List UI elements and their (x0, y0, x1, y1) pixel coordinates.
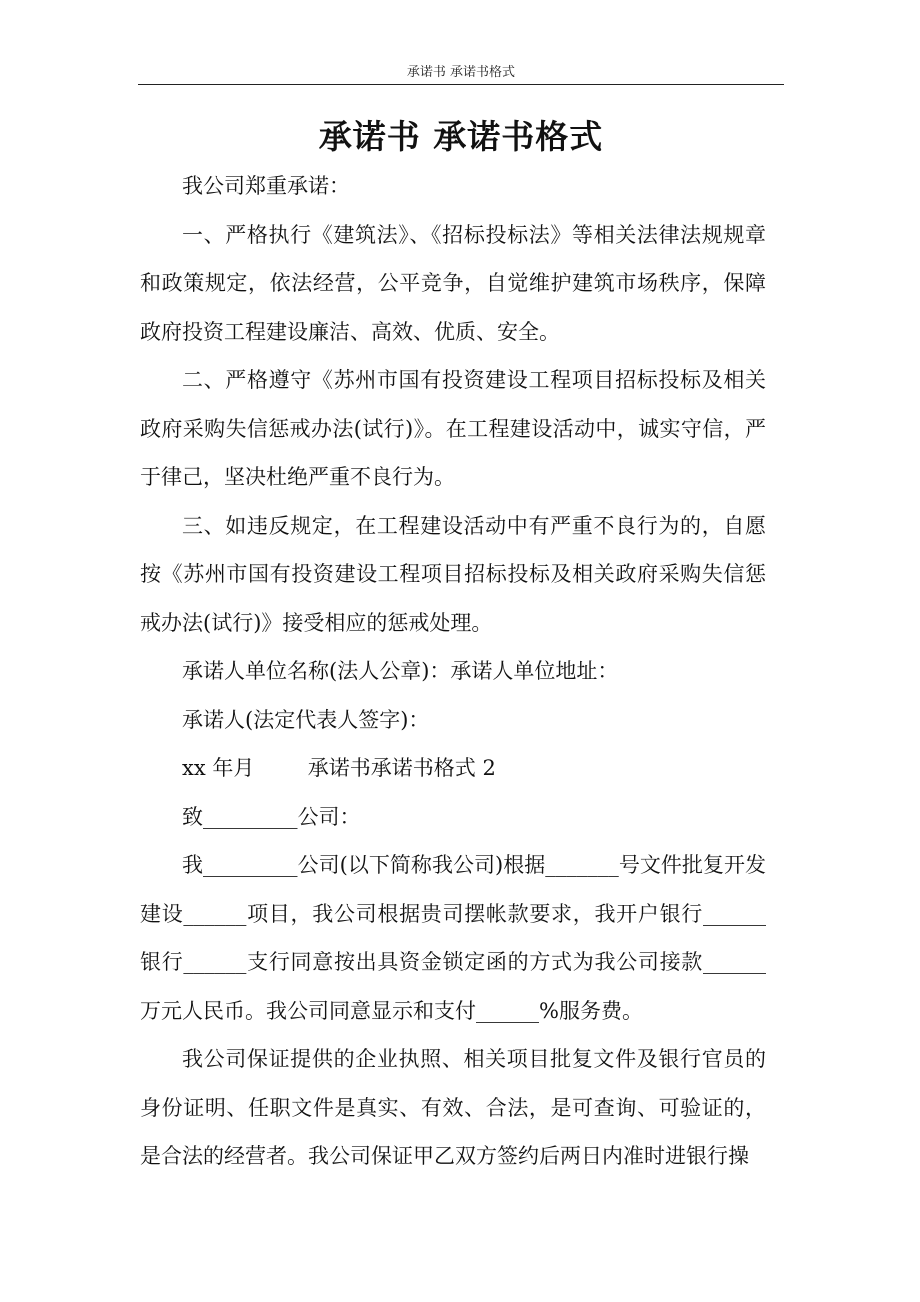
paragraph-signatory-unit: 承诺人单位名称(法人公章)：承诺人单位地址： (182, 659, 619, 683)
paragraph-body-2: 我公司保证提供的企业执照、相关项目批复文件及银行官员的身份证明、任职文件是真实、有效、合法，是可查询、可验证的，是合法的经营者。我公司保证甲乙双方签约后两日内准时进银行操 (140, 1047, 766, 1168)
paragraph-date-and-subtitle: xx 年月 承诺书承诺书格式 2 (182, 756, 496, 780)
document-body (140, 162, 766, 1181)
running-header: 承诺书 承诺书格式 (138, 62, 784, 85)
paragraph-addressee: 致_________公司： (182, 804, 361, 829)
paragraph-body-1: 我_________公司(以下简称我公司)根据_______号文件批复开发建设______项目，我公司根据贵司摆帐款要求，我开户银行______银行______支行同意按出具资金锁定函的方式为我公司接款______万元人民币。我公司同意显示和支付______%服务费。 (140, 853, 766, 1023)
paragraph-clause-1: 一、严格执行《建筑法》、《招标投标法》等相关法律法规规章和政策规定，依法经营，公平竞争，自觉维护建筑市场秩序，保障政府投资工程建设廉洁、高效、优质、安全。 (140, 222, 766, 344)
paragraph-signatory-person: 承诺人(法定代表人签字)： (182, 707, 430, 732)
paragraph-opening: 我公司郑重承诺： (182, 174, 350, 198)
paragraph-clause-3: 三、如违反规定，在工程建设活动中有严重不良行为的，自愿按《苏州市国有投资建设工程项目招标投标及相关政府采购失信惩戒办法(试行)》接受相应的惩戒处理。 (140, 513, 766, 635)
document-title: 承诺书 承诺书格式 (318, 117, 604, 156)
paragraph-clause-2: 二、严格遵守《苏州市国有投资建设工程项目招标投标及相关政府采购失信惩戒办法(试行)》。在工程建设活动中，诚实守信，严于律己，坚决杜绝严重不良行为。 (140, 368, 766, 489)
